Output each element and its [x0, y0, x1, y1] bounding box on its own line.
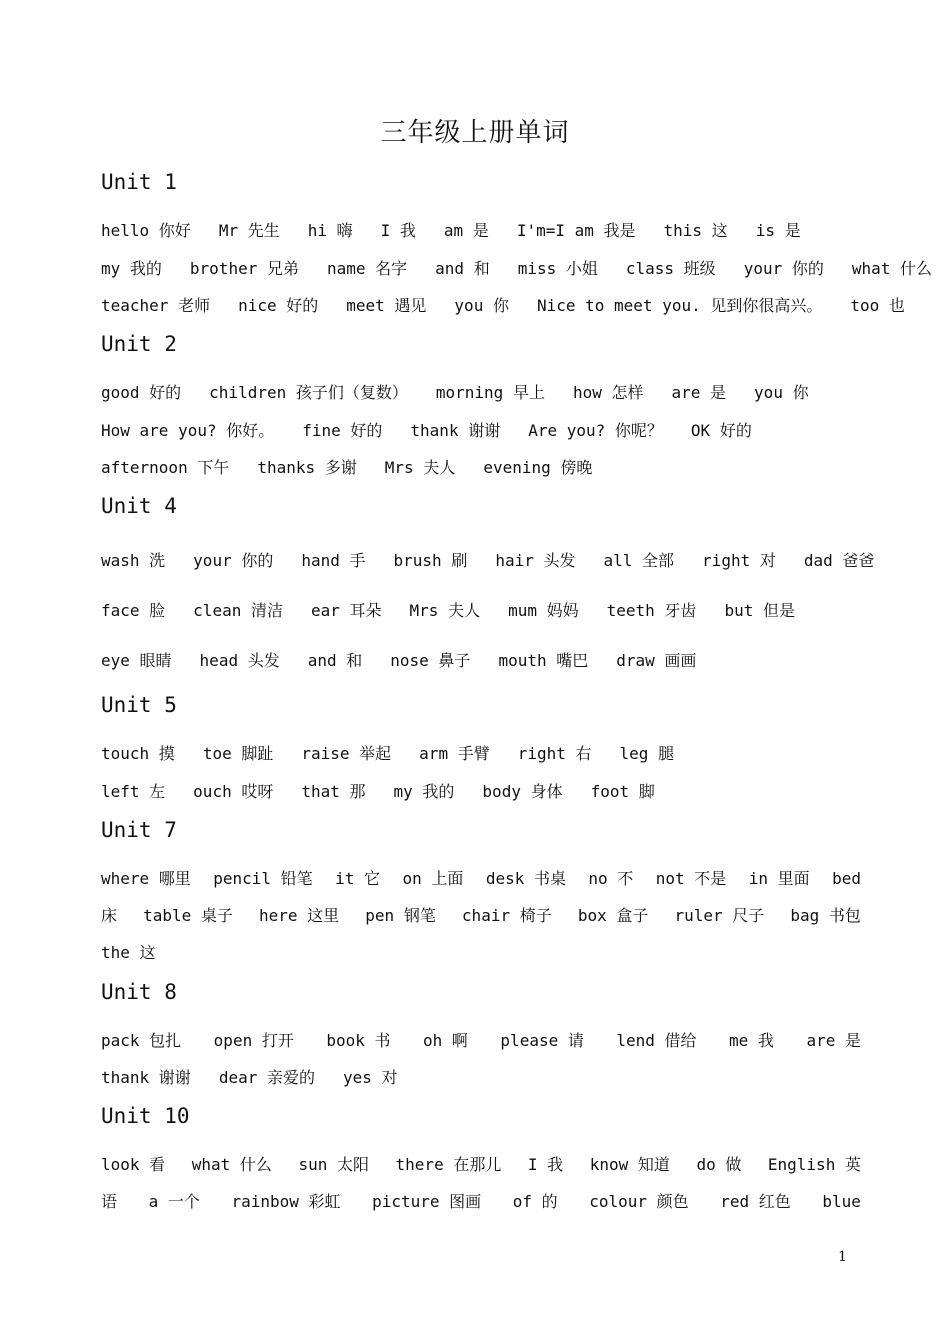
vocab-entry: a 一个 [148, 1192, 200, 1211]
vocab-entry: leg 腿 [619, 744, 675, 763]
vocab-entry: desk 书桌 [485, 869, 566, 888]
vocab-line [101, 294, 905, 318]
vocab-entry: and 和 [307, 651, 363, 670]
vocab-entry: clean 清洁 [193, 601, 283, 620]
vocab-entry: of 的 [512, 1192, 558, 1211]
vocab-entry: not 不是 [655, 869, 727, 888]
vocab-entry: hair 头发 [495, 551, 576, 570]
vocab-entry: ear 耳朵 [310, 601, 382, 620]
vocab-entry: foot 脚 [590, 782, 655, 801]
vocab-entry: are 是 [806, 1031, 861, 1050]
vocab-entry: you 你 [754, 383, 809, 402]
page-number: 1 [838, 1249, 847, 1265]
vocab-entry: English 英 [767, 1155, 861, 1174]
vocab-entry: my 我的 [393, 782, 455, 801]
vocab-entry: hello 你好 [101, 221, 191, 240]
unit-heading: Unit 4 [101, 494, 177, 518]
vocab-entry: the 这 [101, 943, 156, 962]
vocab-entry: 语 [101, 1192, 118, 1211]
vocab-entry: hi 嗨 [307, 221, 353, 240]
vocab-entry: OK 好的 [690, 421, 752, 440]
vocab-entry: no 不 [588, 869, 634, 888]
vocab-entry: please 请 [500, 1031, 584, 1050]
vocab-entry: fine 好的 [302, 421, 383, 440]
vocab-line [101, 549, 875, 573]
vocab-entry: miss 小姐 [517, 259, 598, 278]
vocab-entry: am 是 [443, 221, 489, 240]
vocab-entry: red 红色 [720, 1192, 791, 1211]
vocab-entry: raise 举起 [301, 744, 392, 763]
vocab-entry: how 怎样 [572, 383, 644, 402]
vocab-entry: what 什么 [851, 259, 933, 278]
vocab-entry: brush 刷 [393, 551, 468, 570]
vocab-entry: pack 包扎 [101, 1031, 182, 1050]
vocab-entry: right 对 [702, 551, 776, 570]
vocab-entry: I'm=I am 我是 [516, 221, 636, 240]
vocab-entry: yes 对 [342, 1068, 398, 1087]
vocab-entry: teacher 老师 [101, 296, 211, 315]
vocab-entry: thank 谢谢 [101, 1068, 191, 1087]
vocab-entry: dad 爸爸 [803, 551, 875, 570]
vocab-entry: children 孩子们（复数） [209, 383, 408, 402]
vocab-entry: book 书 [326, 1031, 391, 1050]
vocab-entry: Mrs 夫人 [384, 458, 456, 477]
vocab-entry: body 身体 [482, 782, 563, 801]
vocab-entry: class 班级 [625, 259, 716, 278]
vocab-entry: here 这里 [259, 906, 340, 925]
vocab-entry: look 看 [101, 1155, 166, 1174]
vocab-line [101, 381, 861, 405]
vocab-line [101, 1066, 861, 1090]
vocab-entry: dear 亲爱的 [218, 1068, 315, 1087]
unit-heading: Unit 7 [101, 818, 177, 842]
vocab-entry: there 在那儿 [395, 1155, 502, 1174]
unit-heading: Unit 2 [101, 332, 177, 356]
vocab-entry: How are you? 你好。 [101, 421, 275, 440]
vocab-entry: hand 手 [301, 551, 366, 570]
vocab-line [101, 1029, 861, 1053]
vocab-entry: morning 早上 [435, 383, 545, 402]
vocab-entry: lend 借给 [616, 1031, 697, 1050]
vocab-entry: is 是 [755, 221, 801, 240]
vocab-entry: your 你的 [193, 551, 274, 570]
vocab-entry: name 名字 [326, 259, 408, 278]
vocab-line [101, 419, 861, 443]
unit-heading: Unit 5 [101, 693, 177, 717]
vocab-entry: Are you? 你呢？ [528, 421, 663, 440]
vocab-entry: thanks 多谢 [257, 458, 357, 477]
vocab-entry: bag 书包 [790, 906, 861, 925]
vocab-entry: do 做 [696, 1155, 742, 1174]
vocab-entry: touch 摸 [101, 744, 175, 763]
vocab-entry: on 上面 [402, 869, 464, 888]
vocab-entry: 床 [101, 906, 118, 925]
vocab-entry: good 好的 [101, 383, 182, 402]
vocab-entry: it 它 [335, 869, 381, 888]
vocab-entry: too 也 [850, 296, 905, 315]
vocab-entry: nice 好的 [238, 296, 319, 315]
vocab-entry: I 我 [380, 221, 416, 240]
vocab-entry: pen 钢笔 [365, 906, 436, 925]
unit-heading: Unit 1 [101, 170, 177, 194]
vocab-line [101, 742, 861, 766]
vocab-entry: right 右 [517, 744, 592, 763]
vocab-entry: left 左 [101, 782, 166, 801]
vocab-entry: picture 图画 [372, 1192, 482, 1211]
vocab-entry: ruler 尺子 [674, 906, 765, 925]
vocab-entry: box 盒子 [577, 906, 649, 925]
vocab-entry: sun 太阳 [298, 1155, 369, 1174]
vocab-entry: and 和 [435, 259, 490, 278]
vocab-entry: ouch 哎呀 [193, 782, 274, 801]
vocab-entry: toe 脚趾 [202, 744, 274, 763]
vocab-entry: Mrs 夫人 [409, 601, 481, 620]
unit-heading: Unit 8 [101, 980, 177, 1004]
vocab-entry: draw 画画 [616, 651, 697, 670]
vocab-line [101, 599, 861, 623]
vocab-entry: arm 手臂 [419, 744, 490, 763]
vocab-entry: thank 谢谢 [410, 421, 501, 440]
vocab-line [101, 867, 861, 891]
vocab-entry: pencil 铅笔 [213, 869, 313, 888]
vocab-entry: are 是 [671, 383, 727, 402]
vocab-entry: but 但是 [724, 601, 795, 620]
vocab-entry: me 我 [729, 1031, 774, 1050]
vocab-line [101, 649, 861, 673]
vocab-entry: Mr 先生 [218, 221, 280, 240]
vocab-entry: Nice to meet you. 见到你很高兴。 [536, 296, 823, 315]
vocab-entry: in 里面 [748, 869, 810, 888]
vocab-entry: evening 傍晚 [483, 458, 593, 477]
vocab-entry: colour 颜色 [589, 1192, 689, 1211]
vocab-entry: your 你的 [743, 259, 824, 278]
vocab-entry: this 这 [663, 221, 728, 240]
vocab-entry: oh 啊 [423, 1031, 468, 1050]
vocab-entry: afternoon 下午 [101, 458, 230, 477]
vocab-entry: you 你 [454, 296, 509, 315]
vocab-line [101, 456, 861, 480]
vocab-entry: rainbow 彩虹 [231, 1192, 341, 1211]
vocab-line [101, 904, 861, 928]
vocab-entry: table 桌子 [143, 906, 233, 925]
vocab-entry: where 哪里 [101, 869, 191, 888]
vocab-line [101, 780, 861, 804]
vocab-line [101, 219, 861, 243]
vocab-entry: brother 兄弟 [189, 259, 299, 278]
vocab-entry: face 脸 [101, 601, 166, 620]
page-title: 三年级上册单词 [380, 118, 570, 148]
vocab-entry: mouth 嘴巴 [498, 651, 589, 670]
vocab-entry: wash 洗 [101, 551, 166, 570]
vocab-entry: bed [832, 869, 861, 888]
vocab-entry: that 那 [301, 782, 366, 801]
unit-heading: Unit 10 [101, 1104, 190, 1128]
vocab-entry: eye 眼睛 [101, 651, 172, 670]
vocab-line [101, 941, 861, 965]
vocab-entry: meet 遇见 [346, 296, 427, 315]
vocab-line [101, 257, 933, 281]
vocab-line [101, 1190, 861, 1214]
vocab-entry: head 头发 [199, 651, 280, 670]
vocab-entry: blue [822, 1192, 861, 1211]
vocab-entry: what 什么 [191, 1155, 272, 1174]
vocab-entry: I 我 [527, 1155, 564, 1174]
vocab-entry: mum 妈妈 [508, 601, 579, 620]
vocab-entry: my 我的 [101, 259, 162, 278]
vocab-entry: chair 椅子 [461, 906, 552, 925]
vocab-entry: all 全部 [603, 551, 675, 570]
vocab-entry: nose 鼻子 [390, 651, 471, 670]
vocab-line [101, 1153, 861, 1177]
vocab-entry: teeth 牙齿 [606, 601, 697, 620]
vocab-entry: know 知道 [589, 1155, 670, 1174]
vocab-entry: open 打开 [213, 1031, 294, 1050]
